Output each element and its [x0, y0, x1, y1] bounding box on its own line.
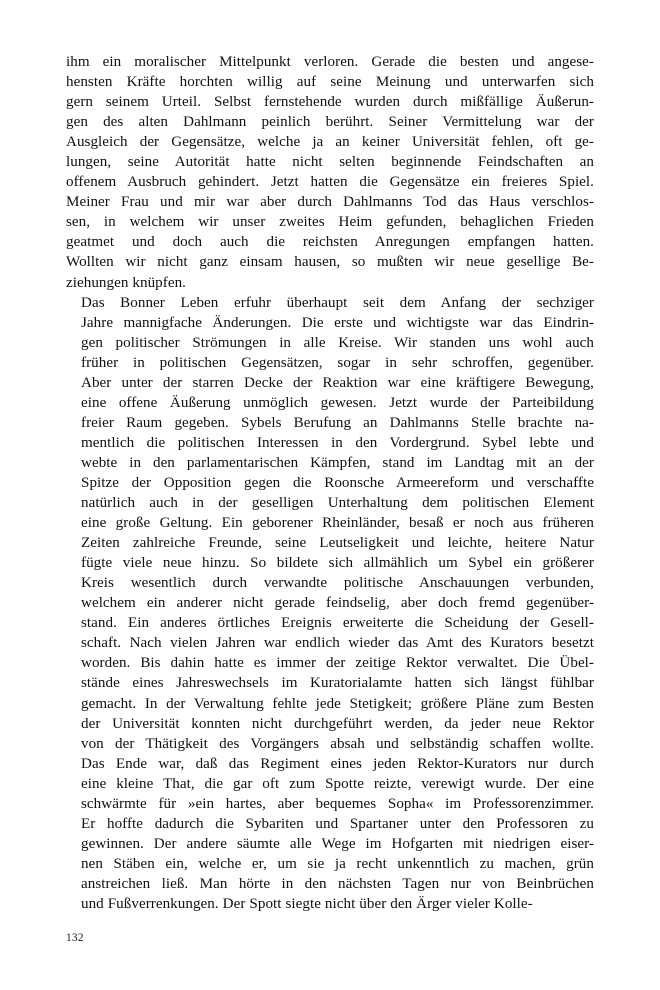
- text-line: worden. Bis dahin hatte es immer der zeitige Rektor verwaltet. Die Übel-: [81, 655, 594, 672]
- text-line: sen, in welchem wir unser zweites Heim gefunden, behaglichen Frieden: [66, 214, 594, 231]
- text-line: hensten Kräfte horchten willig auf seine Meinung und unterwarfen sich: [66, 74, 594, 91]
- text-line: freier Raum gegeben. Sybels Berufung an Dahlmanns Stelle brachte na-: [81, 414, 594, 431]
- text-line: ihm ein moralischer Mittelpunkt verloren. Gerade die besten und angese-: [66, 54, 594, 70]
- text-line: eine offene Äußerung unmöglich gewesen. Jetzt wurde der Parteibildung: [81, 394, 594, 411]
- text-line: stand. Ein anderes örtliches Ereignis erweiterte die Scheidung der Gesell-: [81, 615, 594, 632]
- text-line: lungen, seine Autorität hatte nicht selten beginnende Feindschaften an: [66, 154, 594, 171]
- text-line: schaft. Nach vielen Jahren war endlich wieder das Amt des Kurators besetzt: [81, 635, 594, 652]
- text-line: natürlich auch in der geselligen Unterhaltung dem politischen Element: [81, 495, 594, 512]
- text-line: früher in politischen Gegensätzen, sogar in sehr schroffen, gegenüber.: [81, 354, 594, 371]
- text-line: Das Ende war, daß das Regiment eines jeden Rektor-Kurators nur durch: [81, 755, 594, 772]
- text-line: schwärmte für »ein hartes, aber bequemes Sopha« im Professorenzimmer.: [81, 795, 594, 812]
- text-line: nen Stäben ein, welche er, um sie ja recht unkenntlich zu machen, grün: [81, 855, 594, 872]
- paragraph-container: [66, 52, 594, 914]
- text-line: eine große Geltung. Ein geborener Rheinländer, besaß er noch aus früheren: [81, 515, 594, 532]
- text-line: webte in den parlamentarischen Kämpfen, stand im Landtag mit an der: [81, 454, 594, 471]
- text-line: und Fußverrenkungen. Der Spott siegte nicht über den Ärger vieler Kolle-: [81, 895, 533, 912]
- text-line: Meiner Frau und mir war aber durch Dahlmanns Tod das Haus verschlos-: [66, 194, 594, 211]
- text-line: anstreichen ließ. Man hörte in den nächsten Tagen nur von Beinbrüchen: [81, 875, 594, 892]
- text-line: Er hoffte dadurch die Sybariten und Spartaner unter den Professoren zu: [81, 815, 594, 832]
- text-line: der Universität konnten nicht durchgeführt werden, da jeder neue Rektor: [81, 715, 594, 732]
- text-line: Jahre mannigfache Änderungen. Die erste und wichtigste war das Eindrin-: [81, 314, 594, 331]
- text-line: offenem Ausbruch gehindert. Jetzt hatten die Gegensätze ein freieres Spiel.: [66, 174, 594, 191]
- page-text-block: [66, 52, 594, 914]
- paragraph: [66, 293, 594, 914]
- text-line: gewinnen. Der andere säumte alle Wege im Hofgarten mit niedrigen eiser-: [81, 835, 594, 852]
- text-line: Aber unter der starren Decke der Reaktion war eine kräftigere Bewegung,: [81, 374, 594, 391]
- text-line: gern seinem Urteil. Selbst fernstehende wurden durch mißfällige Äußerun-: [66, 94, 594, 111]
- text-line: stände eines Jahreswechsels im Kuratorialamte hatten sich längst fühlbar: [81, 675, 594, 692]
- text-line: von der Thätigkeit des Vorgängers absah und selbständig schaffen wollte.: [81, 735, 594, 752]
- text-line: gen des alten Dahlmann peinlich berührt. Seiner Vermittelung war der: [66, 114, 594, 131]
- text-line: ziehungen knüpfen.: [66, 274, 186, 291]
- text-line: welchem ein anderer nicht gerade feindselig, aber doch fremd gegenüber-: [81, 595, 594, 612]
- text-line: Ausgleich der Gegensätze, welche ja an keiner Universität fehlen, oft ge-: [66, 134, 594, 151]
- page-number: 132: [66, 932, 84, 944]
- text-line: Kreis wesentlich durch verwandte politische Anschauungen verbunden,: [81, 575, 594, 592]
- text-line: mentlich die politischen Interessen in den Vordergrund. Sybel lebte und: [81, 434, 594, 451]
- text-line: Zeiten zahlreiche Freunde, seine Leutseligkeit und leichte, heitere Natur: [81, 535, 594, 552]
- text-line: eine kleine That, die gar oft zum Spotte reizte, verewigt wurde. Der eine: [81, 775, 594, 792]
- text-line: Spitze der Opposition gegen die Roonsche Armeereform und verschaffte: [81, 474, 594, 491]
- text-line: Wollten wir nicht ganz einsam hausen, so mußten wir neue gesellige Be-: [66, 254, 594, 271]
- text-line: geatmet und doch auch die reichsten Anregungen empfangen hatten.: [66, 234, 594, 251]
- text-line: gen politischer Strömungen in alle Kreise. Wir standen uns wohl auch: [81, 334, 594, 351]
- text-line: Das Bonner Leben erfuhr überhaupt seit dem Anfang der sechziger: [81, 294, 594, 311]
- paragraph: [66, 52, 594, 293]
- text-line: gemacht. In der Verwaltung fehlte jede Stetigkeit; größere Pläne zum Besten: [81, 695, 594, 712]
- text-line: fügte viele neue hinzu. So bildete sich allmählich um Sybel ein größerer: [81, 555, 594, 572]
